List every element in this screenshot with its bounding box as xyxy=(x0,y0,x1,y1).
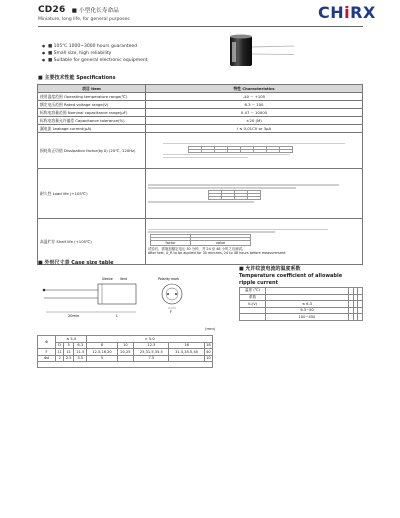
svg-text:F: F xyxy=(170,310,173,314)
case-row-label: F xyxy=(38,349,56,356)
case-cell: D xyxy=(56,342,64,349)
case-cell: 20,25 xyxy=(117,349,134,356)
case-cell: 12.5 xyxy=(134,342,169,349)
svg-text:L: L xyxy=(116,314,118,318)
case-cell: 16 xyxy=(169,342,204,349)
spec-value: 0.47 ~ 10000 xyxy=(146,109,363,117)
svg-text:Sleeve: Sleeve xyxy=(102,277,113,281)
spec-value: ±20 (M) xyxy=(146,117,363,125)
case-cell: 5 xyxy=(64,342,74,349)
shelf-life-mini-table: factor value xyxy=(150,234,251,246)
df-mini-table xyxy=(188,146,293,153)
series-title: CD26 ■ 小型化长寿命品 xyxy=(38,5,119,15)
feature-item: ● ■ Small size, high reliability xyxy=(42,50,148,57)
load-life-cell xyxy=(146,169,363,219)
case-cell: 6.3 xyxy=(74,342,87,349)
case-cell: 11 xyxy=(57,349,62,354)
spec-value: I ≤ 0.01CV or 3μA xyxy=(146,125,363,133)
ripple-cell xyxy=(240,314,266,321)
case-cell: 5 xyxy=(87,355,117,362)
case-group: > 5.0 xyxy=(87,336,213,343)
case-size-table xyxy=(37,335,213,368)
capacitor-photo-icon xyxy=(226,33,296,69)
case-cell: 31.5,35.5,40 xyxy=(169,349,204,356)
ripple-section-title: ■ 允许纹波电流的温度系数 Temperature coefficient of allowable ripple current xyxy=(239,266,343,286)
case-row-label: Φd xyxy=(38,355,56,362)
svg-text:Polarity mark: Polarity mark xyxy=(158,277,180,281)
spec-header-char: 特性 Characteristics xyxy=(146,85,363,93)
case-cell: 10 xyxy=(117,342,134,349)
spec-item: 漏电流 Leakage current(μA) xyxy=(38,125,146,133)
ripple-cell xyxy=(358,314,363,321)
spec-header-item: 项目 Item xyxy=(38,85,146,93)
header-rule xyxy=(38,26,363,27)
shelf-life-cell xyxy=(146,219,363,265)
unit-note: (mm) xyxy=(205,326,216,331)
case-cell: 12.5,16,20 xyxy=(87,349,117,356)
shelf-note-en: After test, U_R to be applied for 30 minutes, 24 to 48 hours before measurement. xyxy=(148,251,287,256)
spec-item: 高温贮存 Shelf life (+105℃) xyxy=(38,219,146,265)
spec-section-title: ■ 主要技术性能 Specifications xyxy=(38,75,116,81)
case-cell: 11.5 xyxy=(74,349,87,356)
shelf-note-cn: 试验后，需施加额定电压 30 分钟，并 24 至 48 小时之后测试。 xyxy=(148,247,246,252)
case-cell: 3.5 xyxy=(74,355,87,362)
spec-item: 标称电容量允许偏差 Capacitance tolerance(%) xyxy=(38,117,146,125)
load-life-mini-table xyxy=(208,190,261,200)
spec-item: 使用温度范围 Operating temperature range(℃) xyxy=(38,93,146,101)
ripple-cell: 6.3~50 xyxy=(266,307,349,314)
ripple-table xyxy=(239,287,363,321)
feature-item: ● ■ 105℃ 1000~3000 hours guaranteed xyxy=(42,43,148,50)
spec-item: 耐久性 Load life (+105℃) xyxy=(38,169,146,219)
case-cell: 11 xyxy=(64,349,74,356)
case-cell: 2 xyxy=(56,355,64,362)
dimension-drawing xyxy=(40,272,200,322)
spec-item: 损耗角正切值 Dissipation factor(tg δ) (20℃, 120Hz) xyxy=(38,133,146,169)
case-group: ≤ 5.0 xyxy=(56,336,87,343)
case-cell: 10 xyxy=(206,356,211,361)
case-cell: 8 xyxy=(87,342,117,349)
spec-value: 6.3 ~ 100 xyxy=(146,101,363,109)
ripple-coef-label: 系数 xyxy=(240,294,266,301)
case-section-title: ■ 外形尺寸表 Case size table xyxy=(38,260,114,266)
feature-item: ● ■ Suitable for general electronic equipment xyxy=(42,57,148,64)
series-subtitle: Miniature, long life, for general purposes xyxy=(38,17,130,22)
case-cell: 40 xyxy=(206,349,211,354)
svg-text:20min: 20min xyxy=(68,314,80,318)
case-cell: 25,31.5,35.5 xyxy=(134,349,169,356)
case-cell: 18 xyxy=(206,343,211,348)
dissipation-factor-cell xyxy=(146,133,363,169)
spec-value: -40 ~ +105 xyxy=(146,93,363,101)
case-note xyxy=(38,362,213,368)
ripple-cell: 100~450 xyxy=(266,314,349,321)
spec-table xyxy=(37,84,363,265)
spec-item: 标称电容量范围 Nominal capacitance range(μF) xyxy=(38,109,146,117)
ripple-voltage-label: V₀(V) xyxy=(240,301,266,308)
svg-text:Vent: Vent xyxy=(120,277,128,281)
chirx-logo: CHiRX xyxy=(318,3,376,22)
ripple-header-label: 温度 (℃) xyxy=(240,288,266,295)
feature-list xyxy=(42,43,148,64)
case-cell: 2.5 xyxy=(64,355,74,362)
case-cell: 7.5 xyxy=(134,355,169,362)
phi-label: Φ xyxy=(38,336,56,349)
ripple-cell: ≤ 6.3 xyxy=(266,301,349,308)
spec-item: 额定电压范围 Rated voltage range(V) xyxy=(38,101,146,109)
